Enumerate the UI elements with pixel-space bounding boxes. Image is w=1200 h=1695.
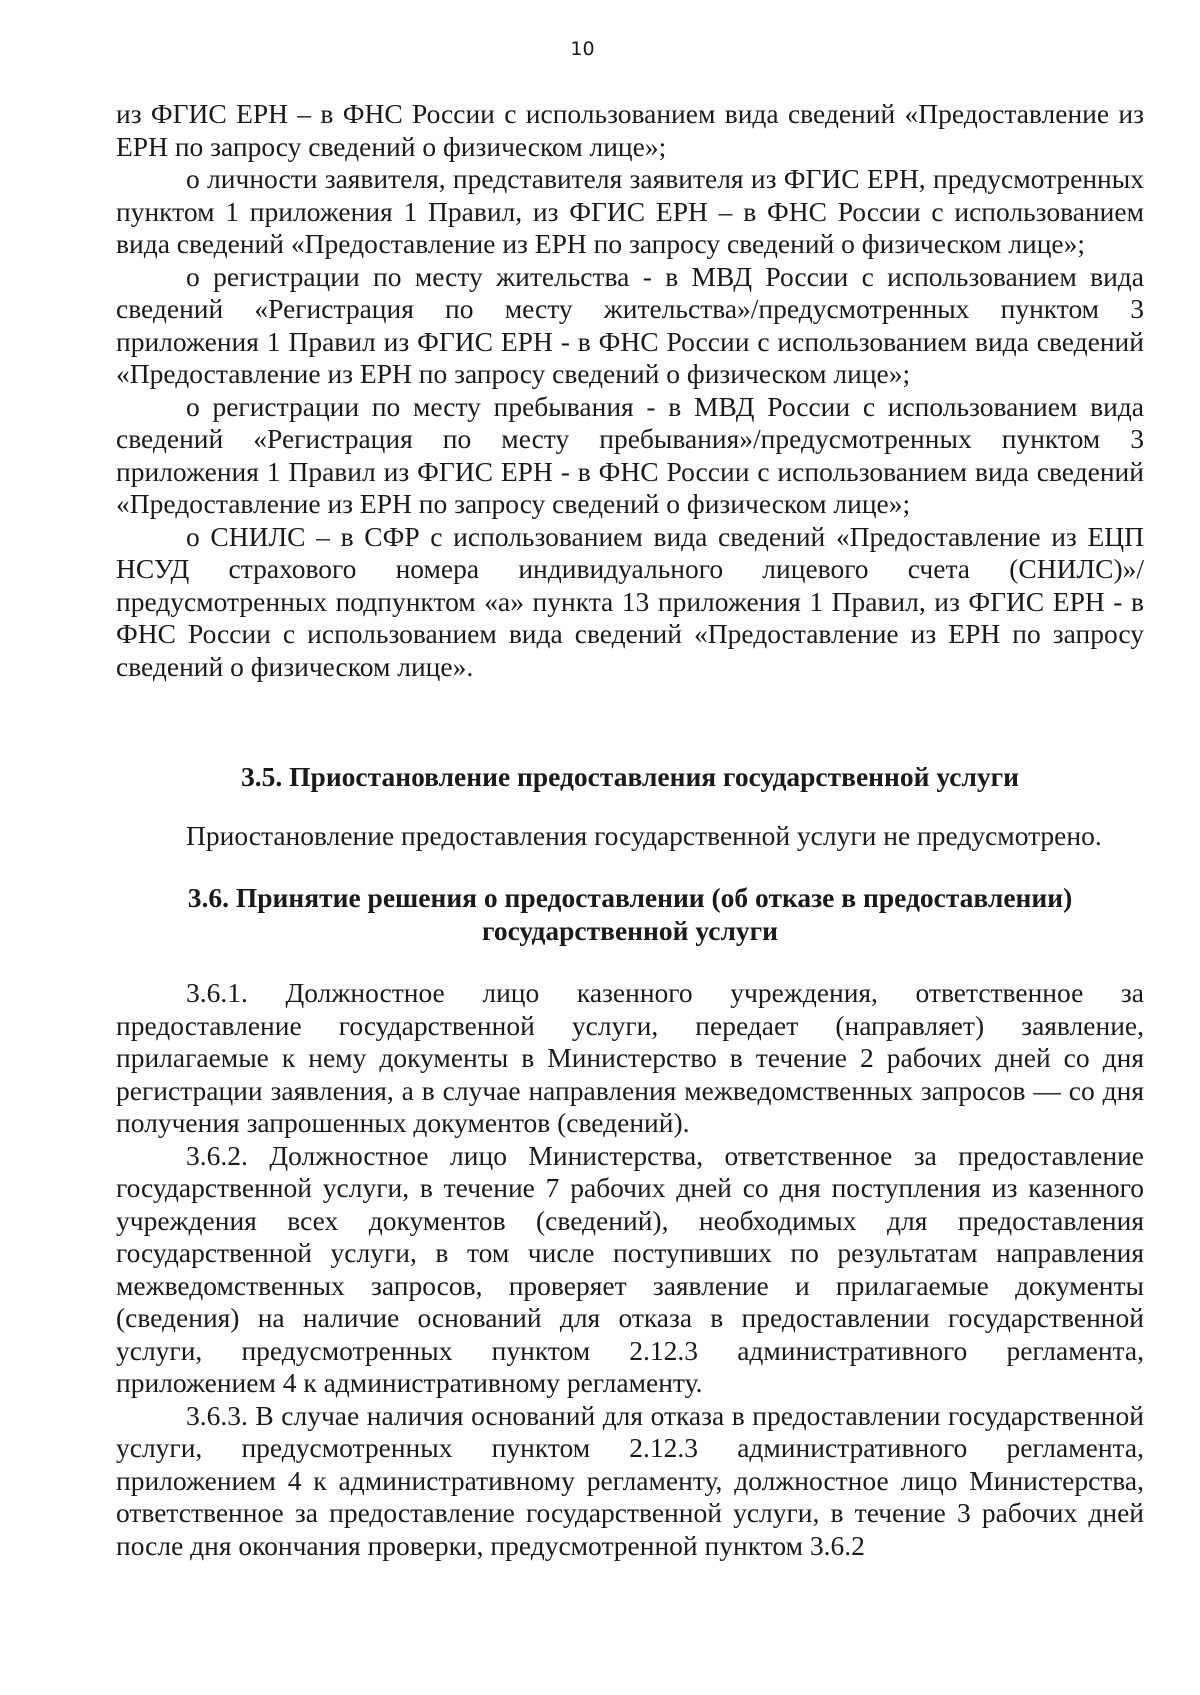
section-3-6-heading [116, 882, 1144, 947]
paragraph-identity: о личности заявителя, представителя заявителя из ФГИС ЕРН, предусмотренных пунктом 1 приложения 1 Правил, из ФГИС ЕРН – в ФНС России с использованием вида сведений «Предоставление из ЕРН по запросу сведений о физическом лице»; [116, 163, 1144, 259]
paragraph-3-6-1: 3.6.1. Должностное лицо казенного учреждения, ответственное за предоставление государственной услуги, передает (направляет) заявление, прилагаемые к нему документы в Министерство в течение 2 рабочих дней со дня регистрации заявления, а в случае направления межведомственных запросов — со дня получения запрошенных документов (сведений). [116, 977, 1144, 1138]
section-3-6-heading-line1: 3.6. Принятие решения о предоставлении (об отказе в предоставлении) [187, 882, 1073, 913]
document-body [116, 98, 1144, 1562]
section-3-6-heading-line2: государственной услуги [482, 914, 778, 946]
page-number: 10 [570, 38, 595, 60]
paragraph-3-6-2: 3.6.2. Должностное лицо Министерства, ответственное за предоставление государственной услуги, в течение 7 рабочих дней со дня поступления из казенного учреждения всех документов (сведений), необходимых для предоставления государственной услуги, в том числе поступивших по результатам направления межведомственных запросов, проверяет заявление и прилагаемые документы (сведения) на наличие оснований для отказа в предоставлении государственной услуги, предусмотренных пунктом 2.12.3 административного регламента, приложением 4 к административному регламенту. [116, 1139, 1144, 1398]
section-3-5-text: Приостановление предоставления государственной услуги не предусмотрено. [186, 819, 1102, 851]
section-3-5-heading: 3.5. Приостановление предоставления государственной услуги [241, 761, 1019, 792]
paragraph-3-6-3: 3.6.3. В случае наличия оснований для отказа в предоставлении государственной услуги, предусмотренных пунктом 2.12.3 административного регламента, приложением 4 к административному регламенту, должностное лицо Министерства, ответственное за предоставление государственной услуги, в течение 3 рабочих дней после дня окончания проверки, предусмотренной пунктом 3.6.2 [116, 1399, 1144, 1561]
paragraph-residence-registration: о регистрации по месту жительства - в МВД России с использованием вида сведений «Регистрация по месту жительства»/предусмотренных пунктом 3 приложения 1 Правил из ФГИС ЕРН - в ФНС России с использованием вида сведений «Предоставление из ЕРН по запросу сведений о физическом лице»; [116, 260, 1144, 389]
paragraph-ern-fns: из ФГИС ЕРН – в ФНС России с использованием вида сведений «Предоставление из ЕРН по запросу сведений о физическом лице»; [116, 98, 1144, 162]
paragraph-snils: о СНИЛС – в СФР с использованием вида сведений «Предоставление из ЕЦП НСУД страхового номера индивидуального лицевого счета (СНИЛС)»/предусмотренных подпунктом «а» пункта 13 приложения 1 Правил, из ФГИС ЕРН - в ФНС России с использованием вида сведений «Предоставление из ЕРН по запросу сведений о физическом лице». [116, 520, 1144, 682]
paragraph-stay-registration: о регистрации по месту пребывания - в МВД России с использованием вида сведений «Регистрация по месту пребывания»/предусмотренных пунктом 3 приложения 1 Правил из ФГИС ЕРН - в ФНС России с использованием вида сведений «Предоставление из ЕРН по запросу сведений о физическом лице»; [116, 390, 1144, 519]
